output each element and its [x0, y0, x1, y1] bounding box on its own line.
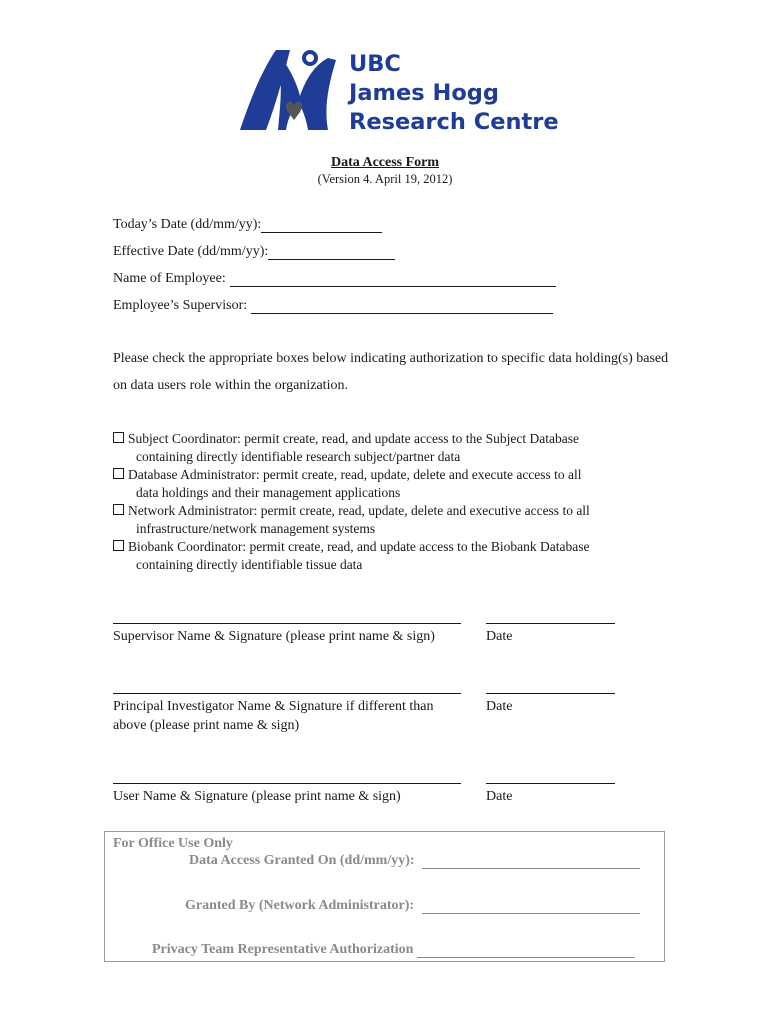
supervisor-signature-line[interactable] — [113, 623, 461, 624]
option-database-administrator[interactable] — [113, 466, 673, 502]
ubc-james-hogg-logo-icon — [236, 46, 356, 138]
instructions-text: Please check the appropriate boxes below indicating authorization to specific data holding(s) based on data users role within the organization. — [113, 351, 669, 393]
supervisor-date-line[interactable] — [486, 623, 615, 624]
form-version: (Version 4. April 19, 2012) — [317, 172, 453, 186]
option-line2: containing directly identifiable research subject/partner data — [136, 449, 461, 464]
logo-line-james-hogg: James Hogg — [349, 80, 499, 106]
checkbox-icon[interactable] — [113, 432, 124, 443]
office-use-box — [104, 831, 665, 962]
todays-date-label: Today’s Date (dd/mm/yy): — [113, 217, 262, 232]
granted-on-label: Data Access Granted On (dd/mm/yy): — [189, 853, 415, 868]
option-line2: data holdings and their management applications — [136, 485, 401, 500]
supervisor-label: Employee’s Supervisor: — [113, 298, 248, 313]
option-subject-coordinator[interactable] — [113, 430, 673, 466]
pi-date-line[interactable] — [486, 693, 615, 694]
checkbox-icon[interactable] — [113, 540, 124, 551]
checkbox-icon[interactable] — [113, 504, 124, 515]
supervisor-signature-label: Supervisor Name & Signature (please print name & sign) — [113, 629, 435, 644]
granted-by-row — [185, 898, 640, 914]
logo-line-ubc: UBC — [349, 51, 401, 77]
user-signature-label: User Name & Signature (please print name & sign) — [113, 789, 401, 804]
logo-line-research-centre: Research Centre — [349, 109, 559, 135]
user-signature-line[interactable] — [113, 783, 461, 784]
privacy-row — [152, 942, 635, 958]
effective-date-field[interactable] — [268, 245, 395, 260]
todays-date-field[interactable] — [261, 218, 382, 233]
granted-on-field[interactable] — [422, 855, 640, 869]
employee-name-row — [113, 271, 556, 287]
supervisor-field[interactable] — [251, 299, 553, 314]
pi-date-label: Date — [486, 699, 513, 714]
checkbox-icon[interactable] — [113, 468, 124, 479]
logo-wordmark — [349, 50, 559, 137]
user-date-label: Date — [486, 789, 513, 804]
granted-by-field[interactable] — [422, 900, 640, 914]
effective-date-label: Effective Date (dd/mm/yy): — [113, 244, 269, 259]
form-title: Data Access Form — [330, 155, 440, 170]
effective-date-row — [113, 244, 395, 260]
privacy-label: Privacy Team Representative Authorization — [152, 942, 414, 957]
option-biobank-coordinator[interactable] — [113, 538, 673, 574]
office-use-heading: For Office Use Only — [113, 836, 233, 851]
option-line2: infrastructure/network management systems — [136, 521, 376, 536]
supervisor-date-label: Date — [486, 629, 513, 644]
supervisor-row — [113, 298, 553, 314]
employee-name-label: Name of Employee: — [113, 271, 226, 286]
option-line1: Subject Coordinator: permit create, read, and update access to the Subject Database — [128, 431, 579, 446]
option-line1: Network Administrator: permit create, read, update, delete and executive access to all — [128, 503, 590, 518]
granted-on-row — [189, 853, 640, 869]
option-network-administrator[interactable] — [113, 502, 673, 538]
privacy-field[interactable] — [417, 944, 635, 958]
option-line1: Database Administrator: permit create, read, update, delete and execute access to all — [128, 467, 582, 482]
employee-name-field[interactable] — [230, 272, 556, 287]
option-line2: containing directly identifiable tissue data — [136, 557, 363, 572]
pi-signature-label: Principal Investigator Name & Signature if different than above (please print name & sign) — [113, 699, 434, 733]
user-date-line[interactable] — [486, 783, 615, 784]
granted-by-label: Granted By (Network Administrator): — [185, 898, 415, 913]
pi-signature-line[interactable] — [113, 693, 461, 694]
todays-date-row — [113, 217, 382, 233]
option-line1: Biobank Coordinator: permit create, read, and update access to the Biobank Database — [128, 539, 590, 554]
